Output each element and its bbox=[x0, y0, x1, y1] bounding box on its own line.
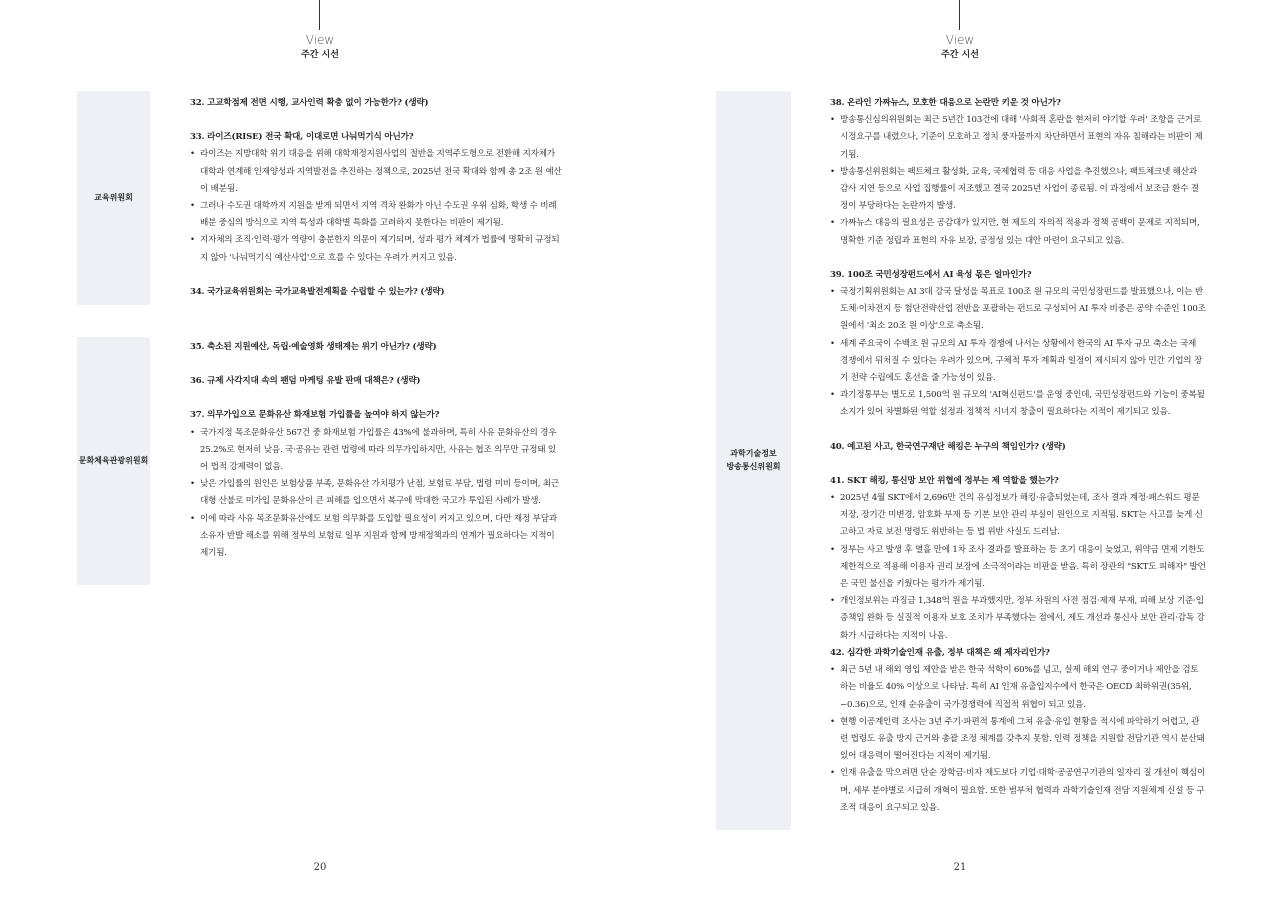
bullet-item: • 낮은 가입률의 원인은 보험상품 부족, 문화유산 가치평가 난점, 보험료 부담, 법령 미비 등이며, 최근 대형 산불로 미가입 문화유산이 큰 피해를 입으면서 복구에 막대한 국고가 투입된 사례가 발생. bbox=[190, 476, 562, 510]
bullet-item: • 최근 5년 내 해외 영입 제안을 받은 한국 석학이 60%를 넘고, 실제 해외 연구 중이거나 제안을 검토하는 비율도 40% 이상으로 나타남. 특히 AI 인재 유출입지수에서 한국은 OECD 최하위권(35위, −0.36)으로, 인재 순유출이 국가경쟁력에 직접적 위협이 되고 있음. bbox=[830, 662, 1206, 714]
bullet-item: • 개인정보위는 과징금 1,348억 원을 부과했지만, 정부 차원의 사전 점검·제재 부재, 피해 보상 기준·입증책임 완화 등 실질적 이용자 보호 조치가 부족했다는 점에서, 제도 개선과 통신사 보안 관리·감독 강화가 시급하다는 지적이 나옴. bbox=[830, 593, 1206, 645]
bullet-item: • 그러나 수도권 대학까지 지원을 받게 되면서 지역 격차 완화가 아닌 수도권 우위 심화, 학생 수 비례 배분 중심의 방식으로 지역 특성과 대학별 특화를 고려하지 못한다는 비판이 제기됨. bbox=[190, 198, 562, 232]
question-39: 39. 100조 국민성장펀드에서 AI 육성 몫은 얼마인가? bbox=[830, 269, 1032, 280]
bullet-item: • 정부는 사고 발생 후 열흘 만에 1차 조사 결과를 발표하는 등 초기 대응이 늦었고, 위약금 면제 기한도 제한적으로 적용해 이용자 권리 보장에 소극적이라는 비판을 받음. 특히 장관의 "SKT도 피해자" 발언은 국민 불신을 키웠다는 평가가 제기됨. bbox=[830, 542, 1206, 594]
left-content bbox=[190, 95, 562, 562]
right-content bbox=[830, 95, 1206, 817]
question-35: 35. 축소된 지원예산, 독립·예술영화 생태계는 위기 아닌가? (생략) bbox=[190, 342, 437, 353]
bullet-item: • 지자체의 조직·인력·평가 역량이 충분한지 의문이 제기되며, 성과 평가 체계가 법률에 명확히 규정되지 않아 '나눠먹기식 예산사업'으로 흐를 수 있다는 우려가 커지고 있음. bbox=[190, 232, 562, 266]
question-33: 33. 라이즈(RISE) 전국 확대, 이대로면 나눠먹기식 아닌가? bbox=[190, 132, 414, 143]
question-42: 42. 심각한 과학기술인재 유출, 정부 대책은 왜 제자리인가? bbox=[830, 647, 1050, 658]
committee-label-science-ict: 과학기술정보 방송통신위원회 bbox=[716, 91, 791, 830]
question-37: 37. 의무가입으로 문화유산 화재보험 가입률을 높여야 하지 않는가? bbox=[190, 410, 440, 421]
bullet-item: • 이에 따라 사유 목조문화유산에도 보험 의무화를 도입할 필요성이 커지고 있으며, 다만 재정 부담과 소유자 반발 해소를 위해 정부의 보험료 일부 지원과 함께 방재정책과의 연계가 필요하다는 지적이 제기됨. bbox=[190, 511, 562, 563]
bullet-item: • 현행 이공계인력 조사는 3년 주기·파편적 통계에 그쳐 유출·유입 현황을 적시에 파악하기 어렵고, 관련 법령도 유출 방지 근거와 총괄 조정 체계를 갖추지 못함. 인력 정책을 지원할 전담기관 역시 분산돼 있어 대응력이 떨어진다는 지적이 제기됨. bbox=[830, 714, 1206, 766]
question-39-bullets bbox=[830, 284, 1206, 422]
question-36: 36. 규제 사각지대 속의 팬덤 마케팅 유발 판매 대책은? (생략) bbox=[190, 376, 421, 387]
bullet-item: • 국가지정 목조문화유산 567건 중 화재보험 가입률은 43%에 불과하며, 특히 사유 문화유산의 경우 25.2%로 현저히 낮음. 국·공유는 관련 법령에 따라 의무가입하지만, 사유는 협조 의무만 규정돼 있어 법적 강제력이 없음. bbox=[190, 425, 562, 477]
question-41-bullets bbox=[830, 490, 1206, 645]
right-page bbox=[640, 0, 1280, 905]
question-41: 41. SKT 해킹, 통신망 보안 위협에 정부는 제 역할을 했는가? bbox=[830, 475, 1059, 486]
question-38-bullets bbox=[830, 112, 1206, 250]
question-42-bullets bbox=[830, 662, 1206, 817]
header-view: View bbox=[305, 33, 335, 47]
bullet-item: • 방송통신심의위원회는 최근 5년간 103건에 대해 '사회적 혼란을 현저히 야기할 우려' 조항을 근거로 시정요구를 내렸으나, 기준이 모호하고 정치 풍자물까지 차단하면서 표현의 자유 침해라는 비판이 제기됨. bbox=[830, 112, 1206, 164]
header-subtitle: 주간 시선 bbox=[301, 50, 339, 60]
bullet-item: • 가짜뉴스 대응의 필요성은 공감대가 있지만, 현 제도의 자의적 적용과 정책 공백이 문제로 지적되며, 명확한 기준 정립과 표현의 자유 보장, 공정성 있는 대안 마련이 요구되고 있음. bbox=[830, 215, 1206, 249]
bullet-item: • 2025년 4월 SKT에서 2,696만 건의 유심정보가 해킹·유출되었는데, 조사 결과 계정·패스워드 평문 저장, 장기간 미변경, 암호화 부재 등 기본 보안 관리 부실이 원인으로 지적됨. SKT는 사고를 늦게 신고하고 자료 보전 명령도 위반하는 등 법 위반 사실도 드러남. bbox=[830, 490, 1206, 542]
question-33-bullets bbox=[190, 146, 562, 266]
question-38: 38. 온라인 가짜뉴스, 모호한 대응으로 논란만 키운 것 아닌가? bbox=[830, 98, 1061, 108]
bullet-item: • 세계 주요국이 수백조 원 규모의 AI 투자 경쟁에 나서는 상황에서 한국의 AI 투자 규모 축소는 국제 경쟁에서 뒤처질 수 있다는 우려가 있으며, 구체적 투자 계획과 일정이 제시되지 않아 민간 기업의 장기 전략 수립에도 혼선을 줄 가능성이 있음. bbox=[830, 336, 1206, 388]
bullet-item: • 라이즈는 지방대학 위기 대응을 위해 대학재정지원사업의 절반을 지역주도형으로 전환해 지자체가 대학과 연계해 인재양성과 지역발전을 추진하는 정책으로, 2025년 전국 확대와 함께 총 2조 원 예산이 배분됨. bbox=[190, 146, 562, 198]
bullet-item: • 과기정통부는 별도로 1,500억 원 규모의 'AI혁신펀드'를 운영 중인데, 국민성장펀드와 기능이 중복될 소지가 있어 차별화된 역할 설정과 정책적 시너지 창출이 필요하다는 지적이 제기되고 있음. bbox=[830, 387, 1206, 421]
bullet-item: • 방송통신위원회는 팩트체크 활성화, 교육, 국제협력 등 대응 사업을 추진했으나, 팩트체크넷 해산과 감사 지연 등으로 사업 집행률이 저조했고 결국 2025년 사업이 종료됨. 이 과정에서 보조금 환수 결정이 부당하다는 논란까지 발생. bbox=[830, 164, 1206, 216]
bullet-item: • 인재 유출을 막으려면 단순 장학금·비자 제도보다 기업·대학·공공연구기관의 일자리 질 개선이 핵심이며, 세부 분야별로 시급히 개혁이 필요함. 또한 범부처 협력과 과학기술인재 전담 지원체계 신설 등 구조적 대응이 요구되고 있음. bbox=[830, 765, 1206, 817]
bullet-item: • 국정기획위원회는 AI 3대 강국 달성을 목표로 100조 원 규모의 국민성장펀드를 발표했으나, 이는 반도체·이차전지 등 첨단전략산업 전반을 포괄하는 펀드로 구성되어 AI 투자 비중은 공약 수준인 100조 원에서 '최소 20조 원 이상'으로 축소됨. bbox=[830, 284, 1206, 336]
question-32: 32. 고교학점제 전면 시행, 교사인력 확충 없이 가능한가? (생략) bbox=[190, 98, 429, 108]
committee-label-education: 교육위원회 bbox=[77, 91, 150, 305]
header-rule bbox=[959, 0, 960, 30]
header-view: View bbox=[945, 33, 975, 47]
page-number: 21 bbox=[953, 862, 967, 873]
question-37-bullets bbox=[190, 425, 562, 563]
question-34: 34. 국가교육위원회는 국가교육발전계획을 수립할 수 있는가? (생략) bbox=[190, 286, 445, 297]
header-rule bbox=[319, 0, 320, 30]
page-number: 20 bbox=[313, 862, 327, 873]
committee-label-culture: 문화체육관광위원회 bbox=[77, 337, 150, 585]
question-40: 40. 예고된 사고, 한국연구재단 해킹은 누구의 책임인가? (생략) bbox=[830, 441, 1066, 452]
header-subtitle: 주간 시선 bbox=[941, 50, 979, 60]
